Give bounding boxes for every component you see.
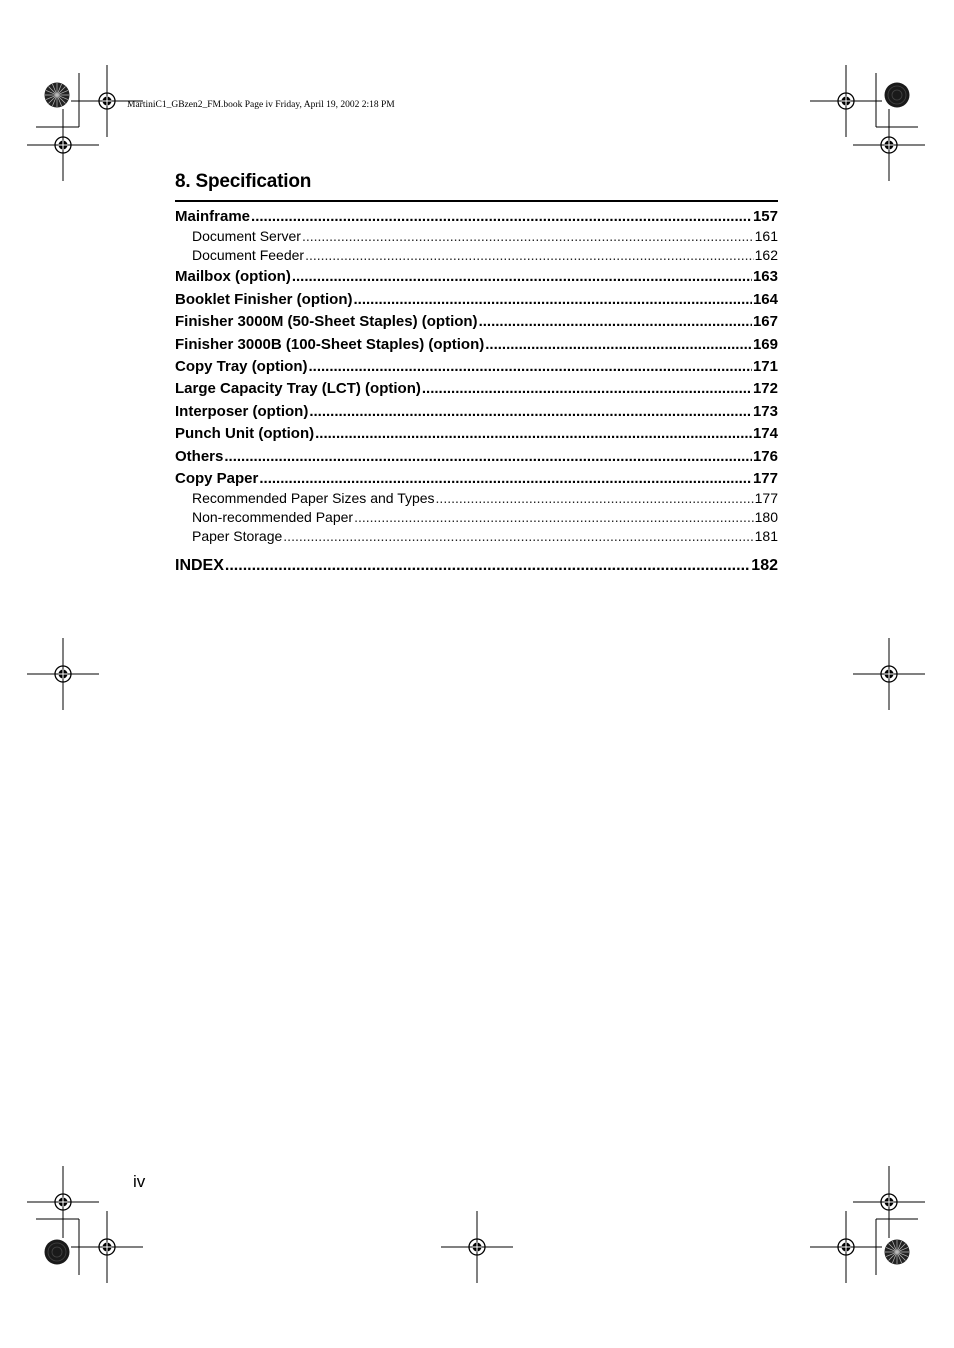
toc-entry-non-recommended-paper[interactable] [192, 509, 778, 525]
title-rule [175, 200, 778, 202]
toc-entry-page: 176 [752, 448, 778, 465]
dot-leader [225, 557, 750, 575]
dot-leader [292, 268, 752, 285]
toc-entry-interposer[interactable] [175, 403, 778, 420]
toc-entry-page: 169 [752, 336, 778, 353]
toc-entry-label: Paper Storage [192, 528, 283, 544]
dot-leader [309, 403, 752, 420]
registration-crosshair-icon [853, 109, 925, 181]
toc-entry-label: Recommended Paper Sizes and Types [192, 490, 435, 506]
toc-entry-copy-paper[interactable] [175, 470, 778, 487]
toc-entry-others[interactable] [175, 448, 778, 465]
dot-leader [354, 509, 754, 525]
toc-entry-label: Finisher 3000M (50-Sheet Staples) (option) [175, 313, 478, 330]
toc-entry-page: 167 [752, 313, 778, 330]
registration-crosshair-icon [810, 1211, 882, 1283]
toc-entry-label: Others [175, 448, 224, 465]
dot-leader [422, 380, 752, 397]
dot-leader [485, 336, 752, 353]
toc-entry-page: 182 [751, 557, 778, 574]
toc-entry-page: 172 [752, 380, 778, 397]
registration-crosshair-icon [27, 638, 99, 710]
toc-entry-label: Large Capacity Tray (LCT) (option) [175, 380, 421, 397]
toc-entry-punch-unit[interactable] [175, 425, 778, 442]
dot-leader [315, 425, 752, 442]
toc-entry-paper-storage[interactable] [192, 528, 778, 544]
toc-entry-large-capacity-tray[interactable] [175, 380, 778, 397]
toc-entry-label: Copy Tray (option) [175, 358, 308, 375]
dot-leader [479, 313, 752, 330]
toc-entry-page: 157 [752, 208, 778, 225]
toc-entry-page: 162 [754, 247, 778, 263]
toc-entry-page: 177 [752, 470, 778, 487]
registration-crosshair-icon [71, 1211, 143, 1283]
registration-crosshair-icon [27, 1166, 99, 1238]
section-title: 8. Specification [175, 171, 312, 192]
toc-entry-recommended-paper[interactable] [192, 490, 778, 506]
toc-entry-label: Mainframe [175, 208, 251, 225]
toc-entry-label: Booklet Finisher (option) [175, 291, 353, 308]
registration-crosshair-icon [810, 65, 882, 137]
dot-leader [283, 528, 753, 544]
toc-entry-page: 171 [752, 358, 778, 375]
toc-entry-label: Finisher 3000B (100-Sheet Staples) (option) [175, 336, 485, 353]
toc-entry-document-server[interactable] [192, 228, 778, 244]
toc-entry-mainframe[interactable] [175, 208, 778, 225]
toc-entry-label: Copy Paper [175, 470, 259, 487]
toc-entry-page: 180 [754, 509, 778, 525]
dot-leader [309, 358, 752, 375]
toc-entry-page: 173 [752, 403, 778, 420]
toc-entry-mailbox[interactable] [175, 268, 778, 285]
file-header: MartiniC1_GBzen2_FM.book Page iv Friday, April 19, 2002 2:18 PM [127, 100, 395, 110]
starburst-mark-icon [885, 1240, 910, 1265]
toc-entry-index[interactable] [175, 557, 778, 575]
dot-leader [305, 247, 754, 263]
toc-entry-label: INDEX [175, 557, 224, 574]
dark-dot-mark-icon [45, 1240, 70, 1265]
toc-entry-booklet-finisher[interactable] [175, 291, 778, 308]
toc-entry-label: Non-recommended Paper [192, 509, 354, 525]
toc-entry-page: 177 [754, 490, 778, 506]
toc-entry-finisher-3000m[interactable] [175, 313, 778, 330]
dot-leader [436, 490, 754, 506]
toc-entry-document-feeder[interactable] [192, 247, 778, 263]
toc-entry-label: Punch Unit (option) [175, 425, 315, 442]
toc-entry-page: 161 [754, 228, 778, 244]
page-number: iv [133, 1172, 146, 1191]
toc-entry-page: 163 [752, 268, 778, 285]
dot-leader [259, 470, 752, 487]
dot-leader [354, 291, 752, 308]
toc-entry-label: Document Feeder [192, 247, 305, 263]
dot-leader [224, 448, 752, 465]
registration-crosshair-icon [853, 638, 925, 710]
toc-entry-label: Mailbox (option) [175, 268, 291, 285]
toc-entry-label: Interposer (option) [175, 403, 309, 420]
toc-entry-label: Document Server [192, 228, 301, 244]
toc-entry-page: 174 [752, 425, 778, 442]
dot-leader [251, 208, 752, 225]
starburst-mark-icon [45, 83, 70, 108]
toc-entry-copy-tray[interactable] [175, 358, 778, 375]
dot-leader [302, 228, 754, 244]
toc-entry-finisher-3000b[interactable] [175, 336, 778, 353]
dark-dot-mark-icon [885, 83, 910, 108]
registration-crosshair-icon [441, 1211, 513, 1283]
toc-entry-page: 181 [754, 528, 778, 544]
registration-crosshair-icon [853, 1166, 925, 1238]
registration-crosshair-icon [27, 109, 99, 181]
toc-entry-page: 164 [752, 291, 778, 308]
